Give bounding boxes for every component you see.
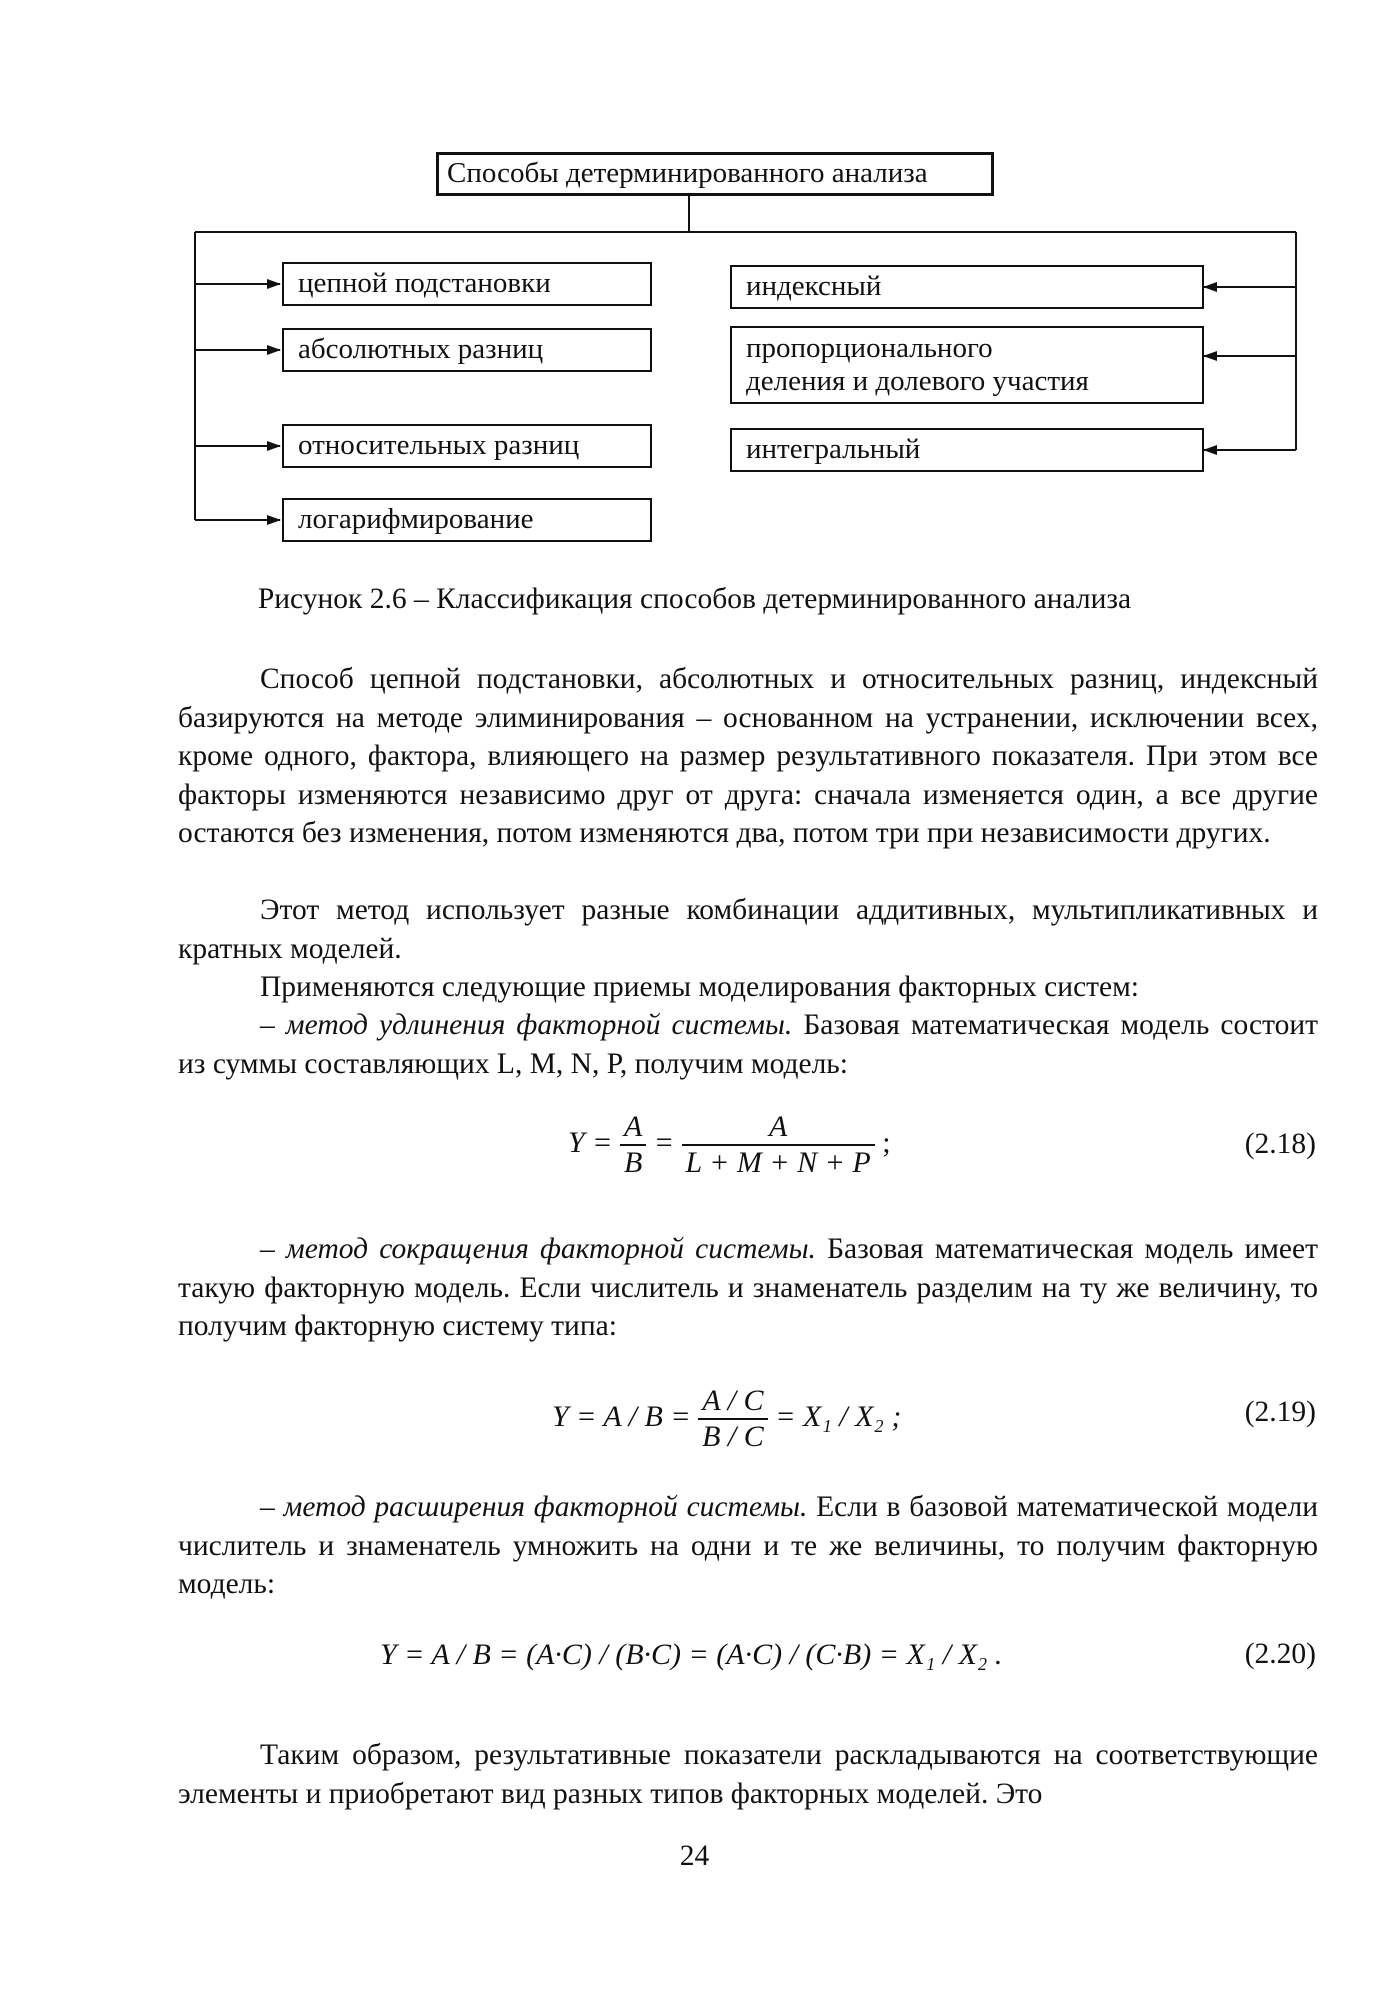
paragraph-text: Базовая математическая модель имеет такую факторную модель. Если числитель и знаменатель разделим на ту же величину, то получим факторную систему типа: <box>178 1233 1318 1342</box>
figure-caption: Рисунок 2.6 – Классификация способов детерминированного анализа <box>257 583 1132 615</box>
equals-sign: = <box>653 1125 675 1159</box>
page-number: 24 <box>679 1840 710 1872</box>
method-box-chain-substitution <box>282 262 652 306</box>
equation-number: (2.20) <box>1244 1638 1316 1670</box>
method-label-line2: деления и долевого участия <box>746 365 1089 397</box>
method-box-logarithm <box>282 498 652 542</box>
formula-2-19 <box>552 1384 901 1454</box>
formula-lhs: Y = A / B = <box>552 1399 691 1433</box>
numerator: A <box>768 1110 788 1143</box>
numerator: A / C <box>702 1384 764 1417</box>
paragraph-3: Применяются следующие приемы моделирования факторных систем: <box>260 971 1140 1003</box>
formula-2-20: Y = A / B = (A·C) / (B·C) = (A·C) / (C·B) = X₁ / X₂ . <box>380 1638 1003 1671</box>
paragraph-7: Таким образом, результативные показатели раскладываются на соответствующие элементы и приобретают вид разных типов факторных моделей. Это <box>178 1739 1318 1810</box>
paragraph-text: Базовая математическая модель состоит из суммы составляющих L, M, N, P, получим модель: <box>178 1009 1319 1080</box>
fraction <box>620 1110 646 1180</box>
paragraph-6 <box>178 1488 1318 1604</box>
formula-lhs: Y = <box>568 1125 613 1159</box>
method-box-relative-differences <box>282 424 652 468</box>
method-label-line1: пропорционального <box>746 331 993 364</box>
paragraph-4 <box>178 1006 1318 1083</box>
denominator: B / C <box>698 1418 768 1454</box>
denominator: L + M + N + P <box>682 1144 875 1180</box>
method-box-integral <box>730 428 1204 472</box>
method-box-proportional <box>730 326 1204 404</box>
formula-tail: ; <box>882 1125 891 1159</box>
paragraph-5 <box>178 1230 1318 1346</box>
method-label: интегральный <box>746 433 921 466</box>
paragraph-text: Если в базовой математической модели числитель и знаменатель умножить на одни и те же величины, то получим факторную модель: <box>178 1491 1318 1600</box>
diagram-root-box <box>436 152 994 196</box>
method-title: – метод удлинения факторной системы. <box>260 1009 793 1041</box>
method-label: логарифмирование <box>298 503 534 536</box>
fraction <box>698 1384 768 1454</box>
formula-2-18 <box>568 1110 891 1180</box>
paragraph-2: Этот метод использует разные комбинации аддитивных, мультипликативных и кратных моделей. <box>178 894 1318 965</box>
fraction <box>682 1110 875 1180</box>
equation-number: (2.19) <box>1244 1396 1316 1428</box>
method-label: индексный <box>746 270 882 303</box>
formula-rhs: = X₁ / X₂ ; <box>775 1399 902 1433</box>
classification-diagram <box>0 0 1389 560</box>
method-label: абсолютных разниц <box>298 333 544 366</box>
equation-number: (2.18) <box>1244 1128 1316 1160</box>
denominator: B <box>620 1144 646 1180</box>
method-title: – метод расширения факторной системы. <box>260 1491 808 1523</box>
method-box-absolute-differences <box>282 328 652 372</box>
paragraph-1: Способ цепной подстановки, абсолютных и относительных разниц, индексный базируются на методе элиминирования – основанном на устранении, исключении всех, кроме одного, фактора, влияющего на размер результативного показателя. При этом все факторы изменяются независимо друг от друга: сначала изменяется один, а все другие остаются без изменения, потом изменяются два, потом три при независимости других. <box>178 663 1318 849</box>
method-label: цепной подстановки <box>298 267 551 300</box>
method-label: относительных разниц <box>298 429 580 462</box>
method-title: – метод сокращения факторной системы. <box>260 1233 816 1265</box>
numerator: A <box>623 1110 643 1143</box>
method-box-index <box>730 265 1204 309</box>
diagram-root-label: Способы детерминированного анализа <box>447 157 928 190</box>
